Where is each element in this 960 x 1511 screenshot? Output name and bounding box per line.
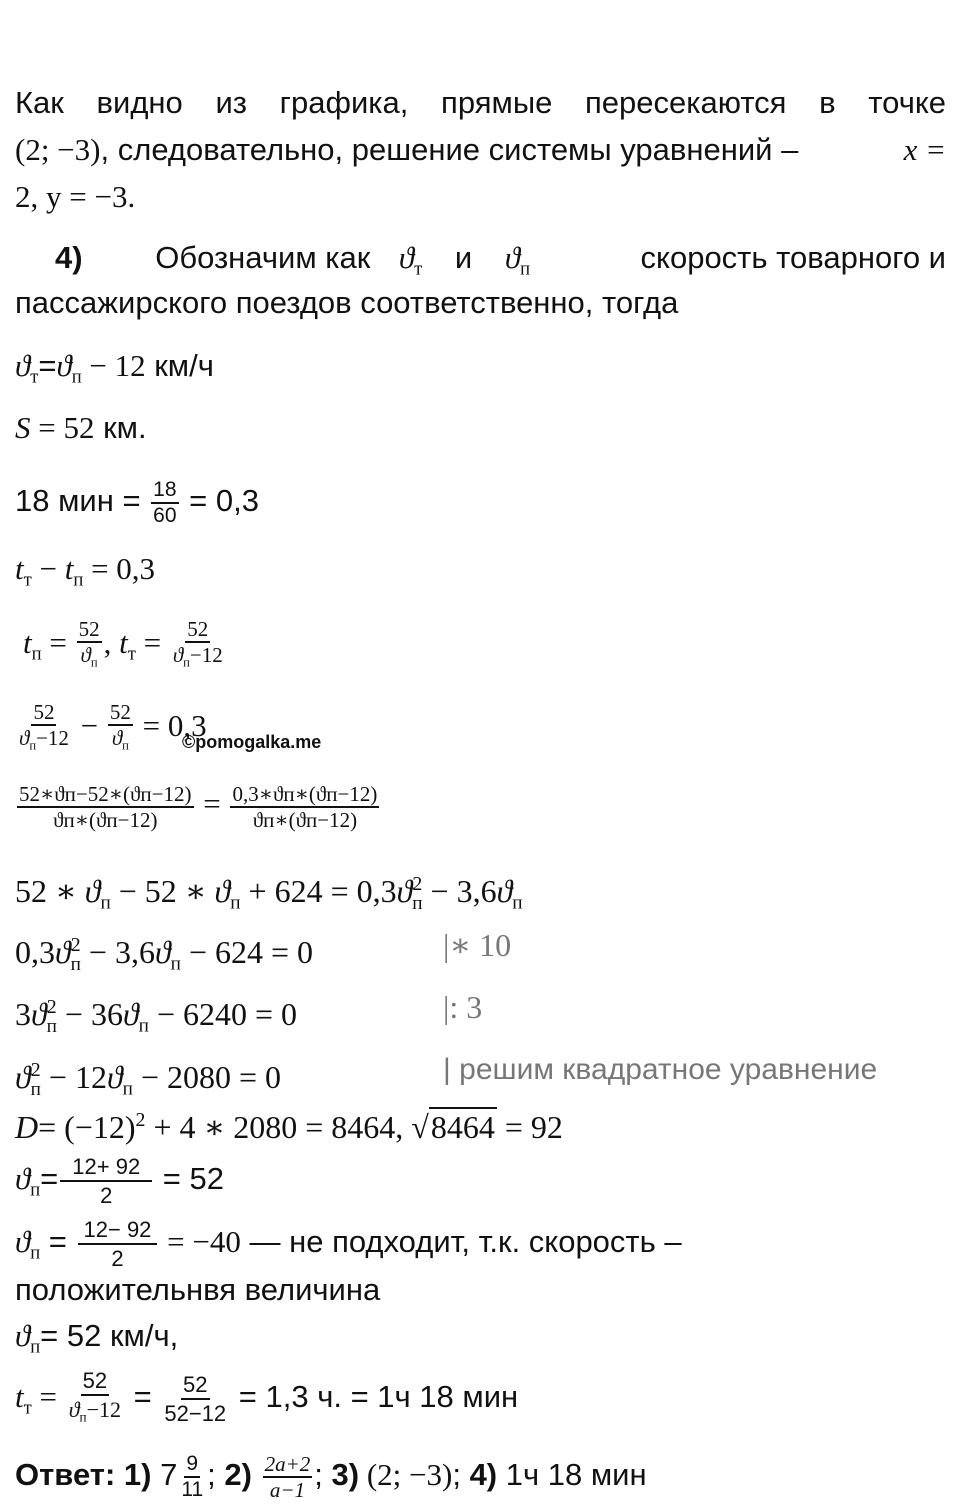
- equation-line: [15, 1100, 946, 1147]
- sqrt-sign: √: [411, 1108, 429, 1145]
- equation-line: [15, 617, 946, 674]
- math-expression: = −40: [159, 1224, 241, 1260]
- math-expression: − 3,6: [422, 872, 497, 909]
- math-expression: − 3,6: [80, 933, 155, 970]
- subscript: п: [170, 953, 181, 975]
- equals-sign: =: [41, 624, 75, 660]
- symbol-theta: ϑ: [504, 240, 521, 275]
- symbol-theta: ϑ: [398, 240, 415, 275]
- subscript: п: [71, 366, 82, 388]
- math-expression: 0,3: [15, 933, 55, 970]
- fraction-denominator: [79, 643, 100, 674]
- math-expression: + 624 = 0,3: [240, 872, 397, 909]
- minus-sign: −: [72, 707, 106, 743]
- subscript: п: [122, 1078, 133, 1100]
- answer-part-number: 3): [331, 1457, 360, 1493]
- equation-line: [15, 987, 946, 1047]
- fraction: [78, 1216, 158, 1272]
- equals-sign: =: [38, 348, 57, 383]
- math-variable: t: [64, 551, 74, 586]
- equation-line: [15, 1216, 946, 1274]
- subscript: т: [30, 366, 39, 388]
- math-variable: t: [15, 1378, 24, 1414]
- fraction: [263, 1452, 313, 1502]
- superscript: 2: [46, 996, 57, 1018]
- math-expression: 52 ∗: [15, 872, 85, 909]
- subscript: т: [414, 258, 423, 280]
- symbol-theta: ϑ: [396, 872, 413, 909]
- math-expression: − 12: [40, 1058, 107, 1095]
- symbol-theta: ϑ: [55, 933, 71, 970]
- math-expression: − 2080 = 0: [132, 1058, 282, 1095]
- fraction-denominator: [110, 726, 131, 757]
- paragraph-text: скорость товарного и: [640, 240, 946, 275]
- subscript: п: [46, 1015, 57, 1037]
- answer-label: Ответ:: [15, 1457, 124, 1493]
- math-expression: −12: [36, 726, 69, 750]
- text-line: [15, 283, 946, 323]
- equation-line: [15, 346, 946, 398]
- symbol-theta: ϑ: [19, 726, 30, 750]
- fraction-numerator: 0,3∗ϑп∗(ϑп−12): [232, 782, 378, 806]
- unit-label: км.: [94, 410, 147, 445]
- fraction-numerator: 52: [33, 700, 55, 724]
- symbol-theta: ϑ: [214, 872, 231, 909]
- fraction-denominator: 11: [181, 1478, 204, 1501]
- symbol-theta: ϑ: [106, 1058, 123, 1095]
- fraction: [151, 478, 178, 528]
- fraction-numerator: 9: [184, 1452, 200, 1478]
- symbol-theta: ϑ: [68, 1397, 80, 1422]
- symbol-theta: ϑ: [15, 1318, 31, 1353]
- superscript: 2: [135, 1109, 146, 1131]
- equation-line: $t_т$ = $\frac{52}{ϑ_п-12}$ = $\frac{52}{52-12}$ = 1,3 ч. = 1ч 18 мин: [15, 1367, 946, 1431]
- separator: ;: [452, 1457, 470, 1493]
- fraction: [108, 700, 133, 757]
- text-line: [15, 1270, 946, 1310]
- equation-line: [15, 782, 946, 832]
- superscript: 2: [412, 873, 423, 895]
- equation-line: [15, 700, 946, 757]
- fraction-numerator: 18: [151, 478, 178, 504]
- fraction-numerator: 52: [181, 1371, 209, 1400]
- fraction-numerator: 12+ 92: [60, 1153, 152, 1182]
- symbol-theta: ϑ: [496, 872, 513, 909]
- math-expression: = 0,3: [180, 483, 259, 519]
- subscript: т: [23, 1397, 32, 1419]
- fraction-numerator: 12− 92: [78, 1216, 158, 1245]
- math-expression: 18 мин =: [15, 483, 150, 519]
- text-line: [15, 130, 946, 170]
- equation-line: [15, 1153, 946, 1211]
- answer-value: (2; −3): [359, 1457, 453, 1493]
- fraction: [60, 1153, 152, 1209]
- watermark: ©pomogalka.me: [182, 732, 322, 752]
- paragraph-text: Как видно из графика, прямые пересекаются в точке: [15, 85, 946, 120]
- fraction-denominator: [171, 643, 225, 674]
- symbol-theta: ϑ: [80, 643, 91, 667]
- math-variable: S: [15, 410, 31, 445]
- step-note: |: 3: [443, 989, 483, 1025]
- subscript: п: [79, 1409, 87, 1425]
- step-note: |∗ 10: [443, 927, 512, 963]
- subscript: п: [31, 643, 42, 665]
- fraction-denominator: ϑп∗(ϑп−12): [252, 808, 358, 832]
- equation-line: [15, 864, 946, 924]
- part-number: 4): [55, 240, 83, 275]
- paragraph-text: Обозначим как: [155, 240, 371, 275]
- fraction: [179, 1452, 205, 1502]
- subscript: т: [127, 643, 136, 665]
- fraction-numerator: 52: [78, 617, 100, 641]
- fraction-numerator: 52∗ϑп−52∗(ϑп−12): [19, 782, 192, 806]
- subscript: п: [30, 1078, 41, 1100]
- symbol-theta: ϑ: [15, 1161, 31, 1197]
- fraction: [171, 617, 225, 674]
- fraction-numerator: 52: [81, 1367, 109, 1396]
- fraction-denominator: 60: [153, 504, 177, 527]
- equals-sign: =: [135, 624, 169, 660]
- answer-part-number: 2): [224, 1457, 252, 1493]
- symbol-theta: ϑ: [15, 348, 31, 383]
- equation-line: [15, 408, 946, 448]
- math-expression: − 624 = 0: [180, 933, 314, 970]
- separator: ;: [314, 1457, 332, 1493]
- subscript: п: [30, 1179, 41, 1201]
- symbol-theta: ϑ: [15, 1058, 31, 1095]
- paragraph-text: — не подходит, т.к. скорость –: [240, 1224, 682, 1260]
- subscript: п: [29, 738, 37, 753]
- math-expression: −: [31, 551, 65, 586]
- symbol-theta: ϑ: [15, 1224, 31, 1260]
- subscript: т: [23, 569, 32, 591]
- math-expression: = 52: [154, 1161, 224, 1197]
- math-expression: − 12: [81, 348, 146, 383]
- subscript: п: [30, 1336, 41, 1358]
- superscript: 2: [30, 1059, 41, 1081]
- math-variable: t: [15, 551, 24, 586]
- answer-part-number: 1): [123, 1457, 152, 1493]
- equation-line: [15, 1316, 946, 1368]
- answer-part-number: 4): [469, 1457, 498, 1493]
- fraction: [230, 782, 379, 832]
- subscript: п: [412, 892, 423, 914]
- fraction-denominator: ϑп∗(ϑп−12): [53, 808, 158, 832]
- sqrt-radicand: 8464: [430, 1108, 495, 1145]
- fraction-denominator: 2: [111, 1246, 124, 1271]
- subscript: п: [512, 892, 523, 914]
- point-coordinates: (2; −3): [15, 132, 101, 167]
- subscript: п: [122, 738, 129, 753]
- paragraph-text: , следовательно, решение системы уравнений –: [100, 132, 799, 167]
- fraction-numerator: 52: [109, 700, 131, 724]
- symbol-theta: ϑ: [56, 348, 72, 383]
- math-variable: D: [15, 1108, 39, 1145]
- paragraph-text: положительнвя величина: [15, 1272, 381, 1307]
- symbol-theta: ϑ: [31, 995, 47, 1032]
- equals-sign: =: [203, 786, 221, 822]
- equals-sign: =: [40, 1161, 59, 1197]
- subscript: п: [73, 569, 84, 591]
- subscript: п: [183, 655, 190, 670]
- symbol-theta: ϑ: [154, 933, 171, 970]
- math-variable: t: [119, 624, 128, 660]
- math-expression: −12: [189, 643, 223, 667]
- answer-value: 7: [151, 1457, 178, 1493]
- math-expression: − 6240 = 0: [148, 995, 298, 1032]
- math-expression: = 52: [30, 410, 95, 445]
- step-note: | решим квадратное уравнение: [443, 1053, 878, 1086]
- fraction-denominator: [67, 1396, 123, 1431]
- text-line: [15, 238, 946, 290]
- math-expression: = 0,3: [134, 707, 207, 743]
- fraction: [67, 1367, 123, 1431]
- subscript: п: [230, 892, 241, 914]
- subscript: п: [138, 1015, 149, 1037]
- math-expression: − 36: [56, 995, 123, 1032]
- symbol-theta: ϑ: [84, 872, 101, 909]
- equation-line: [15, 478, 946, 528]
- paragraph-text: пассажирского поездов соответственно, тогда: [15, 285, 679, 320]
- subscript: п: [520, 258, 531, 280]
- paragraph-text: и: [454, 240, 473, 275]
- fraction: [17, 782, 194, 832]
- fraction-denominator: a−1: [269, 1478, 306, 1502]
- symbol-theta: ϑ: [172, 643, 184, 667]
- unit-label: км/ч: [145, 348, 214, 383]
- fraction-denominator: 52−12: [164, 1400, 227, 1426]
- math-expression: = 1,3 ч. = 1ч 18 мин: [230, 1378, 519, 1414]
- subscript: п: [30, 1242, 41, 1264]
- math-variable: t: [23, 624, 32, 660]
- equals-sign: =: [31, 1378, 65, 1414]
- math-expression: 3: [15, 995, 31, 1032]
- math-expression: − 52 ∗: [110, 872, 215, 909]
- math-expression: = 0,3: [83, 551, 156, 586]
- math-expression: + 4 ∗ 2080 = 8464,: [145, 1108, 412, 1145]
- symbol-theta: ϑ: [122, 995, 139, 1032]
- fraction-denominator: [17, 726, 71, 757]
- fraction-numerator: 52: [187, 617, 209, 641]
- answer-value: 1ч 18 мин: [497, 1457, 647, 1493]
- equation-line: [15, 549, 946, 601]
- fraction-denominator: 2: [100, 1183, 113, 1208]
- separator: ;: [207, 1457, 225, 1493]
- fraction-numerator: 2a+2: [264, 1452, 311, 1476]
- math-expression: 2, y = −3.: [15, 179, 136, 214]
- subscript: п: [90, 655, 98, 670]
- math-expression: = (−12): [38, 1108, 136, 1145]
- symbol-theta: ϑ: [111, 726, 123, 750]
- math-expression: = 92: [496, 1108, 563, 1145]
- text-line: [15, 83, 946, 123]
- fraction: [162, 1371, 228, 1427]
- subscript: п: [70, 953, 81, 975]
- math-expression: x =: [903, 132, 946, 167]
- equals-sign: =: [40, 1224, 76, 1260]
- text-line: [15, 177, 946, 217]
- math-expression: −12: [86, 1397, 122, 1422]
- fraction: [17, 700, 71, 757]
- fraction: [77, 617, 102, 674]
- subscript: п: [100, 892, 111, 914]
- comma: ,: [103, 624, 120, 660]
- equation-line: [15, 925, 946, 985]
- superscript: 2: [70, 934, 81, 956]
- answer-line: [15, 1452, 946, 1502]
- math-expression: = 52 км/ч,: [40, 1318, 179, 1353]
